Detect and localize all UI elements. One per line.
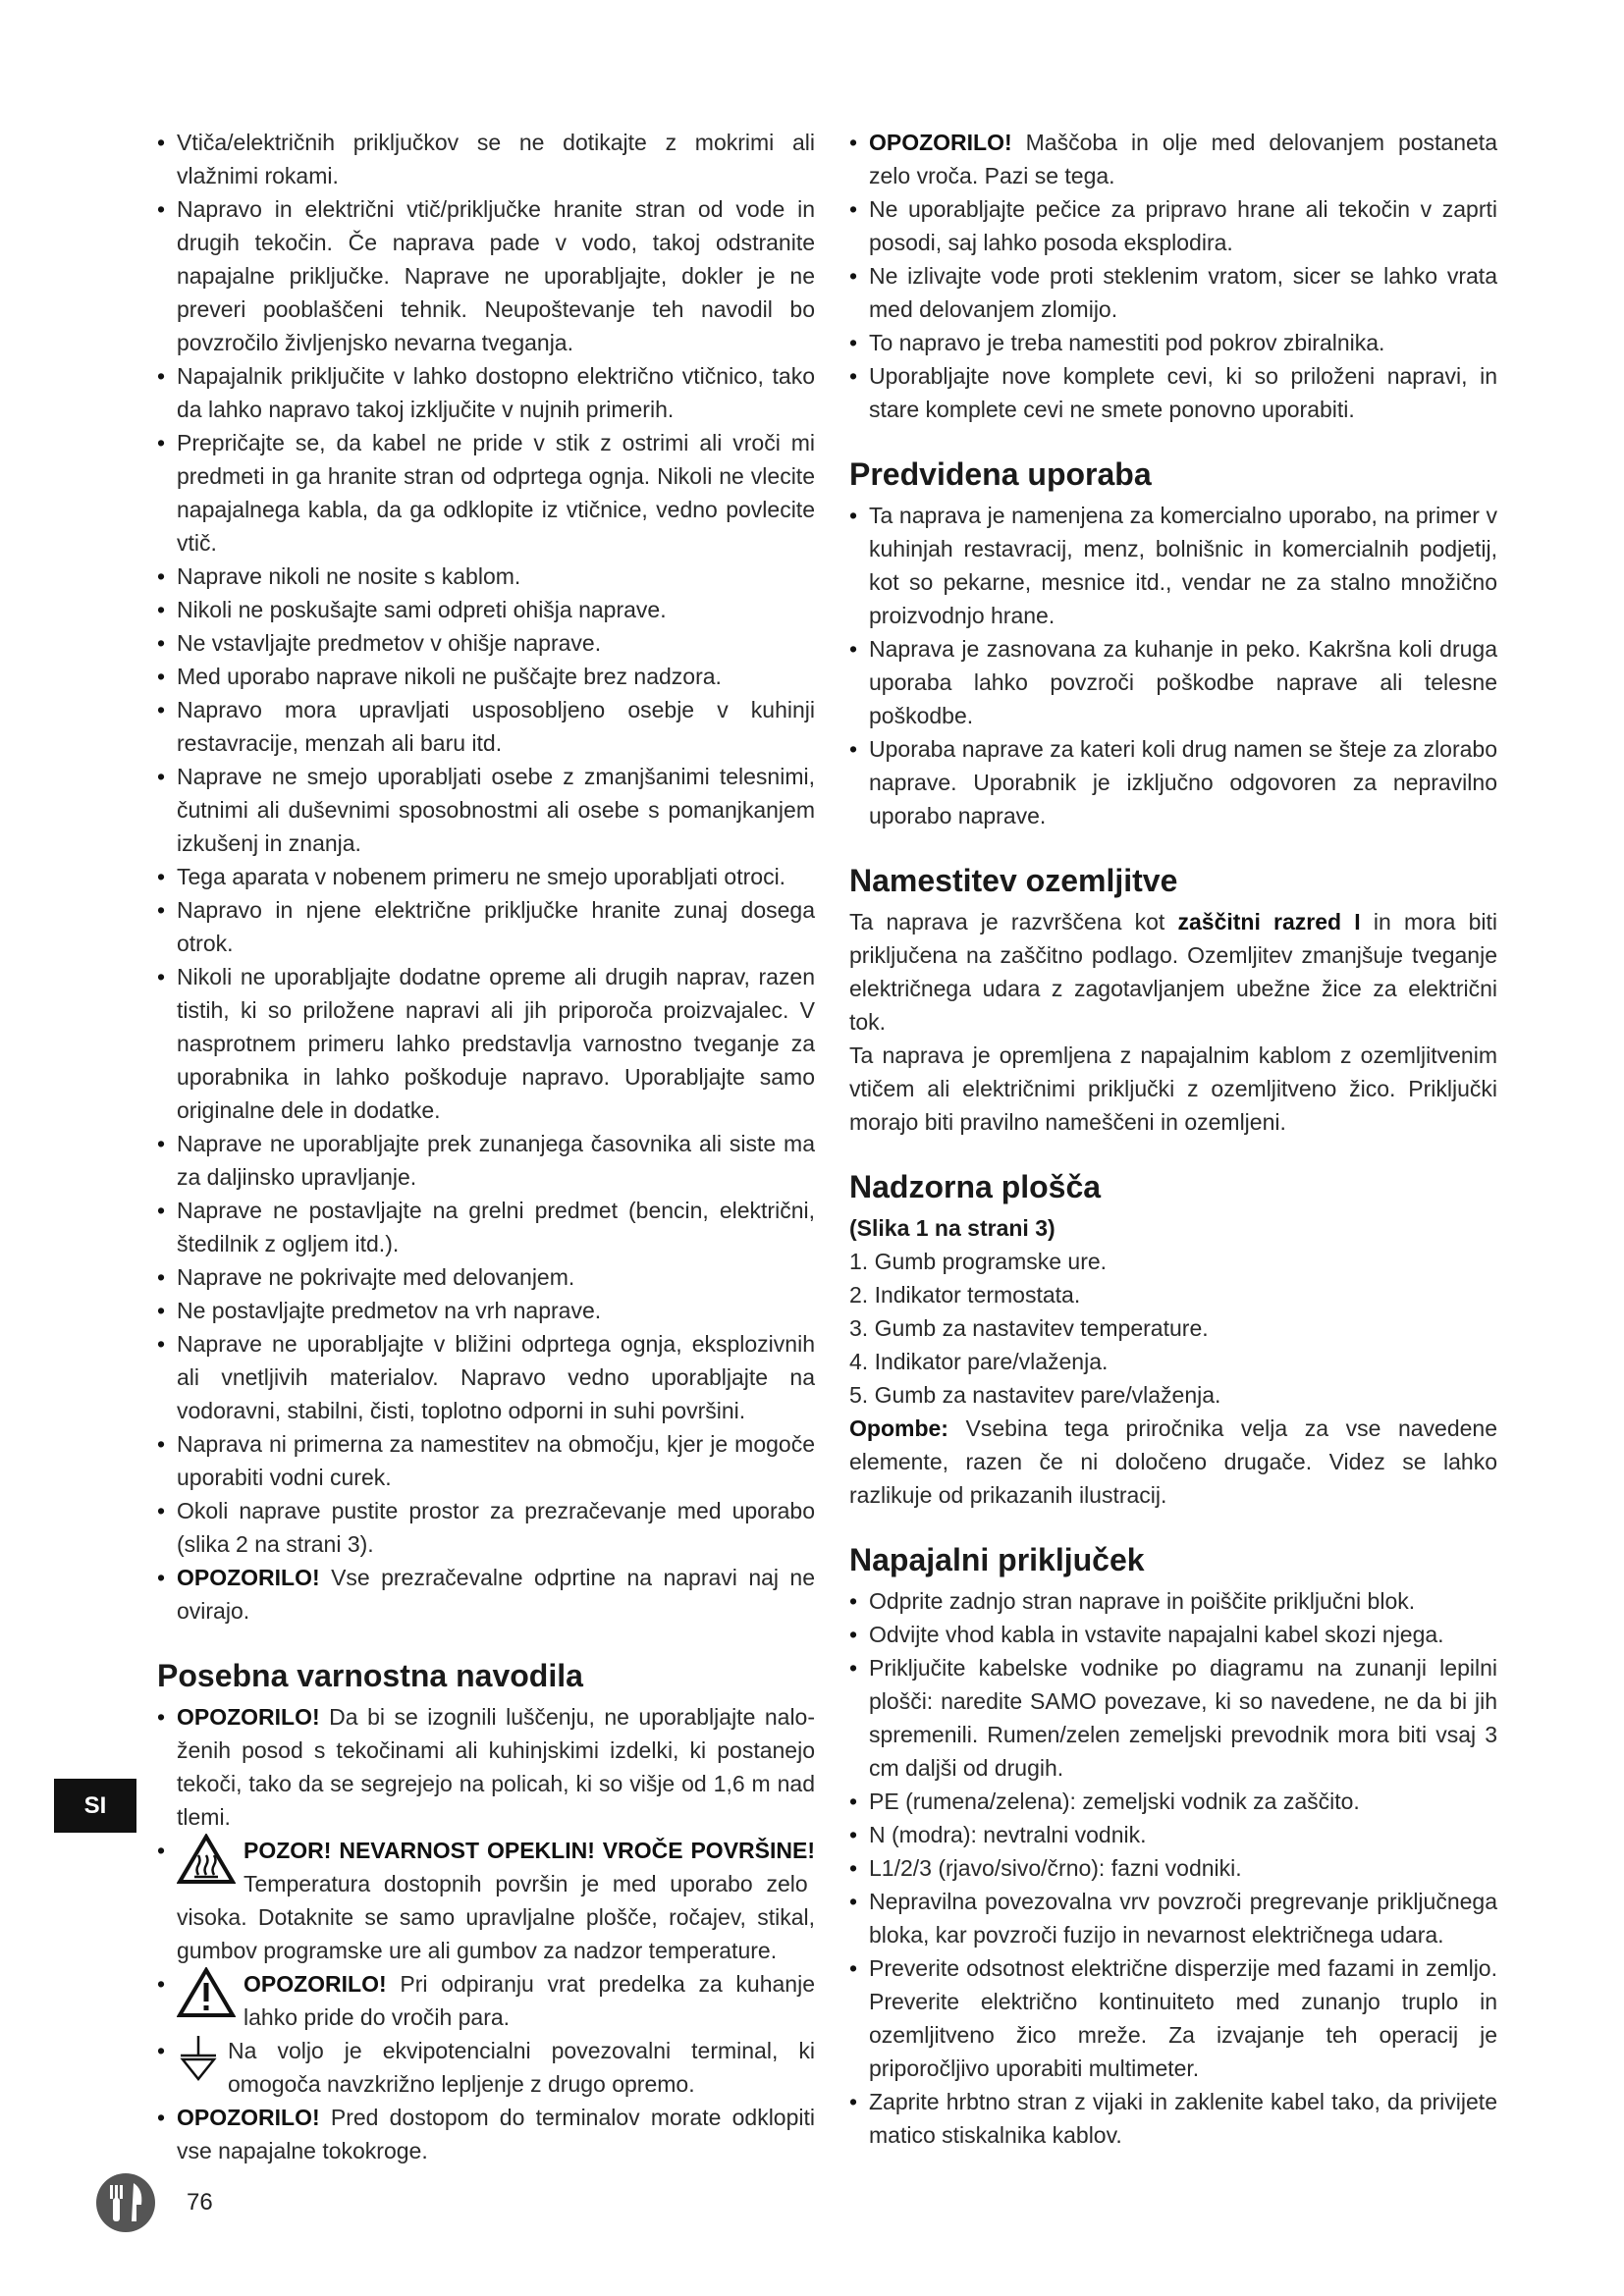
list-item: • Naprave nikoli ne nosite s kablom. <box>157 560 815 593</box>
list-item: • Preverite odsotnost električne disperzije med fazami in zemljo. Preverite električno kontinuiteto med zunanjo truplo in ozemljitveno žico mreže. Za izvajanje teh operacij je priporočljivo uporabiti multimeter. <box>849 1951 1497 2085</box>
section-heading-nadzorna: Nadzorna plošča <box>849 1169 1102 1204</box>
list-item: • Naprave ne uporabljajte prek zunanjega časovnika ali siste ma za daljinsko upravljanje. <box>157 1127 815 1194</box>
paragraph-text: Ta naprava je razvrščena kot <box>849 909 1178 934</box>
section-heading-napajalni: Napajalni priključek <box>849 1542 1145 1577</box>
list-item: • Odvijte vhod kabla in vstavite napajalni kabel skozi njega. <box>849 1618 1497 1651</box>
list-item: • Tega aparata v nobenem primeru ne smejo uporabljati otroci. <box>157 860 815 893</box>
list-item: 4. Indikator pare/vlaženja. <box>849 1349 1109 1374</box>
list-item: • Okoli naprave pustite prostor za prezračevanje med uporabo (slika 2 na strani 3). <box>157 1494 815 1561</box>
hot-surface-warning-icon <box>177 1834 236 1885</box>
list-item: • Nepravilna povezovalna vrv povzroči pregrevanje priključnega bloka, kar povzroči fuzijo in nevarnost električnega udara. <box>849 1885 1497 1951</box>
list-item: • To napravo je treba namestiti pod pokrov zbiralnika. <box>849 326 1497 359</box>
list-item: • Zaprite hrbtno stran z vijaki in zaklenite kabel tako, da privijete matico stiskalnika kablov. <box>849 2085 1497 2152</box>
list-item: • Naprave ne pokrivajte med delovanjem. <box>157 1260 815 1294</box>
list-item: • Uporaba naprave za kateri koli drug namen se šteje za zlorabo naprave. Uporabnik je izključno odgovoren za nepravilno uporabo naprave. <box>849 732 1497 832</box>
warning-label: POZOR! NEVARNOST OPEKLIN! VROČE POVRŠINE! <box>244 1838 815 1863</box>
list-item: • Napravo in njene električne priključke hranite zunaj dosega otrok. <box>157 893 815 960</box>
list-item: • Ne postavljajte predmetov na vrh naprave. <box>157 1294 815 1327</box>
section-heading-posebna: Posebna varnostna navodila <box>157 1658 583 1693</box>
list-item: • Ne vstavljajte predmetov v ohišje naprave. <box>157 626 815 660</box>
warning-label: OPOZORILO! <box>244 1971 387 1997</box>
list-item: • Naprave ne uporabljajte v bližini odprtega ognja, eksplozivnih ali vnetljivih materialov. Napravo vedno uporabljajte na vodoravni, stabilni, čisti, toplotno odporni in suhi površini. <box>157 1327 815 1427</box>
list-item-text: Da bi se izognili luščenju, ne uporabljajte nalo- ženih posod s tekočinami ali kuhinjskimi izdelki, ki postanejo tekoči, tako da se segrejejo na policah, ki so višje od 1,6 m nad tlemi. <box>177 1704 815 1830</box>
list-item: • Ne uporabljajte pečice za pripravo hrane ali tekočin v zaprti posodi, saj lahko posoda eksplodira. <box>849 192 1497 259</box>
page-number: 76 <box>187 2189 213 2216</box>
power-connection-list <box>849 1584 1497 2152</box>
list-item: • Naprava je zasnovana za kuhanje in peko. Kakršna koli druga uporaba lahko povzroči poškodbe naprave ali telesne poškodbe. <box>849 632 1497 732</box>
left-column <box>157 126 815 2167</box>
list-item: • Odprite zadnjo stran naprave in poiščite priključni blok. <box>849 1584 1497 1618</box>
list-item: • PE (rumena/zelena): zemeljski vodnik za zaščito. <box>849 1785 1497 1818</box>
equipotential-icon <box>177 2034 220 2083</box>
warning-triangle-icon <box>177 1967 236 2018</box>
list-item: 5. Gumb za nastavitev pare/vlaženja. <box>849 1382 1221 1408</box>
list-item-text: Vse prezračevalne odprtine na napravi naj ne ovirajo. <box>177 1565 815 1624</box>
list-item: • N (modra): nevtralni vodnik. <box>849 1818 1497 1851</box>
special-safety-list <box>157 1700 815 2167</box>
safety-list <box>157 126 815 1628</box>
warning-list <box>849 126 1497 426</box>
figure-reference: (Slika 1 na strani 3) <box>849 1215 1056 1241</box>
warning-label: OPOZORILO! <box>869 130 1012 155</box>
section-heading-predvidena: Predvidena uporaba <box>849 456 1152 492</box>
list-item: • Naprave ne smejo uporabljati osebe z zmanjšanimi telesnimi, čutnimi ali duševnimi sposobnostmi ali osebe s pomanjkanjem izkušenj in znanja. <box>157 760 815 860</box>
note-paragraph <box>849 1412 1497 1512</box>
list-item-text: Temperatura dostopnih površin je med uporabo zelo visoka. Dotaknite se samo upravljalne plošče, ročajev, stikal, gumbov programske ure ali gumbov za nadzor temperature. <box>177 1871 815 1963</box>
list-item-text: Pred dostopom do terminalov morate odklopiti vse napajalne tokokroge. <box>177 2105 815 2163</box>
right-column <box>849 126 1497 2152</box>
list-item: 1. Gumb programske ure. <box>849 1249 1108 1274</box>
list-item: 3. Gumb za nastavitev temperature. <box>849 1315 1209 1341</box>
language-tab: SI <box>54 1779 136 1833</box>
list-item: • Napajalnik priključite v lahko dostopno električno vtičnico, tako da lahko napravo takoj izključite v nujnih primerih. <box>157 359 815 426</box>
protection-class-label: zaščitni razred I <box>1177 909 1361 934</box>
list-item-text: Pri odpiranju vrat predelka za kuhanje lahko pride do vročih para. <box>244 1971 815 2030</box>
list-item-text: Maščoba in olje med delovanjem postaneta zelo vroča. Pazi se tega. <box>869 130 1497 188</box>
list-item: • Prepričajte se, da kabel ne pride v stik z ostrimi ali vroči mi predmeti in ga hranite stran od odprtega ognja. Nikoli ne vlecite napajalnega kabla, da ga odklopite iz vtičnice, vedno povlecite vtič. <box>157 426 815 560</box>
list-item: • Ta naprava je namenjena za komercialno uporabo, na primer v kuhinjah restavracij, menz, bolnišnic in komercialnih podjetij, kot so pekarne, mesnice itd., vendar ne za stalno množično proizvodnjo hrane. <box>849 499 1497 632</box>
warning-label: OPOZORILO! <box>177 1565 320 1590</box>
list-item <box>157 2101 815 2167</box>
warning-label: OPOZORILO! <box>177 1704 320 1730</box>
note-text: Vsebina tega priročnika velja za vse navedene elemente, razen če ni določeno drugače. Videz se lahko razlikuje od prikazanih ilustracij. <box>849 1415 1497 1508</box>
list-item: • Napravo in električni vtič/priključke hranite stran od vode in drugih tekočin. Če naprava pade v vodo, takoj odstranite napajalne priključke. Naprave ne uporabljajte, dokler je ne preveri pooblaščeni tehnik. Neupoštevanje teh navodil bo povzročilo življenjsko nevarna tveganja. <box>157 192 815 359</box>
list-item <box>157 1561 815 1628</box>
list-item: • Nikoli ne uporabljajte dodatne opreme ali drugih naprav, razen tistih, ki so priložene napravi ali jih priporoča proizvajalec. V nasprotnem primeru lahko predstavlja varnostno tveganje za uporabnika in lahko poškoduje napravo. Uporabljajte samo originalne dele in dodatke. <box>157 960 815 1127</box>
paragraph-text: in mora biti priključena na zaščitno podlago. Ozemljitev zmanjšuje tveganje električnega udara z zagotavljanjem ubežne žice za električni tok. <box>849 909 1497 1035</box>
list-item <box>157 1834 815 1967</box>
list-item <box>157 1700 815 1834</box>
note-label: Opombe: <box>849 1415 948 1441</box>
list-item: • Naprava ni primerna za namestitev na območju, kjer je mogoče uporabiti vodni curek. <box>157 1427 815 1494</box>
list-item-text: Na voljo je ekvipotencialni povezovalni terminal, ki omogoča navzkrižno lepljenje z drugo opremo. <box>228 2038 815 2097</box>
list-item: • Uporabljajte nove komplete cevi, ki so priloženi napravi, in stare komplete cevi ne smete ponovno uporabiti. <box>849 359 1497 426</box>
list-item: • L1/2/3 (rjavo/sivo/črno): fazni vodniki. <box>849 1851 1497 1885</box>
list-item <box>157 2034 815 2101</box>
paragraph <box>849 905 1497 1039</box>
warning-label: OPOZORILO! <box>177 2105 320 2130</box>
intended-use-list <box>849 499 1497 832</box>
list-item: 2. Indikator termostata. <box>849 1282 1081 1308</box>
list-item: • Priključite kabelske vodnike po diagramu na zunanji lepilni plošči: naredite SAMO povezave, ki so navedene, ne da bi jih spremenili. Rumen/zelen zemeljski prevodnik mora biti vsaj 3 cm daljši od drugih. <box>849 1651 1497 1785</box>
list-item: • Napravo mora upravljati usposobljeno osebje v kuhinji restavracije, menzah ali baru itd. <box>157 693 815 760</box>
paragraph: Ta naprava je opremljena z napajalnim kablom z ozemljitvenim vtičem ali električnimi priključki z ozemljitveno žico. Priključki morajo biti pravilno nameščeni in ozemljeni. <box>849 1042 1497 1135</box>
list-item: • Nikoli ne poskušajte sami odpreti ohišja naprave. <box>157 593 815 626</box>
list-item <box>849 126 1497 192</box>
list-item: • Vtiča/električnih priključkov se ne dotikajte z mokrimi ali vlažnimi rokami. <box>157 126 815 192</box>
cutlery-icon <box>94 2171 157 2234</box>
list-item <box>157 1967 815 2034</box>
list-item: • Naprave ne postavljajte na grelni predmet (bencin, električni, štedilnik z ogljem itd.). <box>157 1194 815 1260</box>
section-heading-namestitev: Namestitev ozemljitve <box>849 863 1178 898</box>
list-item: • Ne izlivajte vode proti steklenim vratom, sicer se lahko vrata med delovanjem zlomijo. <box>849 259 1497 326</box>
control-panel-list <box>849 1245 1497 1412</box>
list-item: • Med uporabo naprave nikoli ne puščajte brez nadzora. <box>157 660 815 693</box>
